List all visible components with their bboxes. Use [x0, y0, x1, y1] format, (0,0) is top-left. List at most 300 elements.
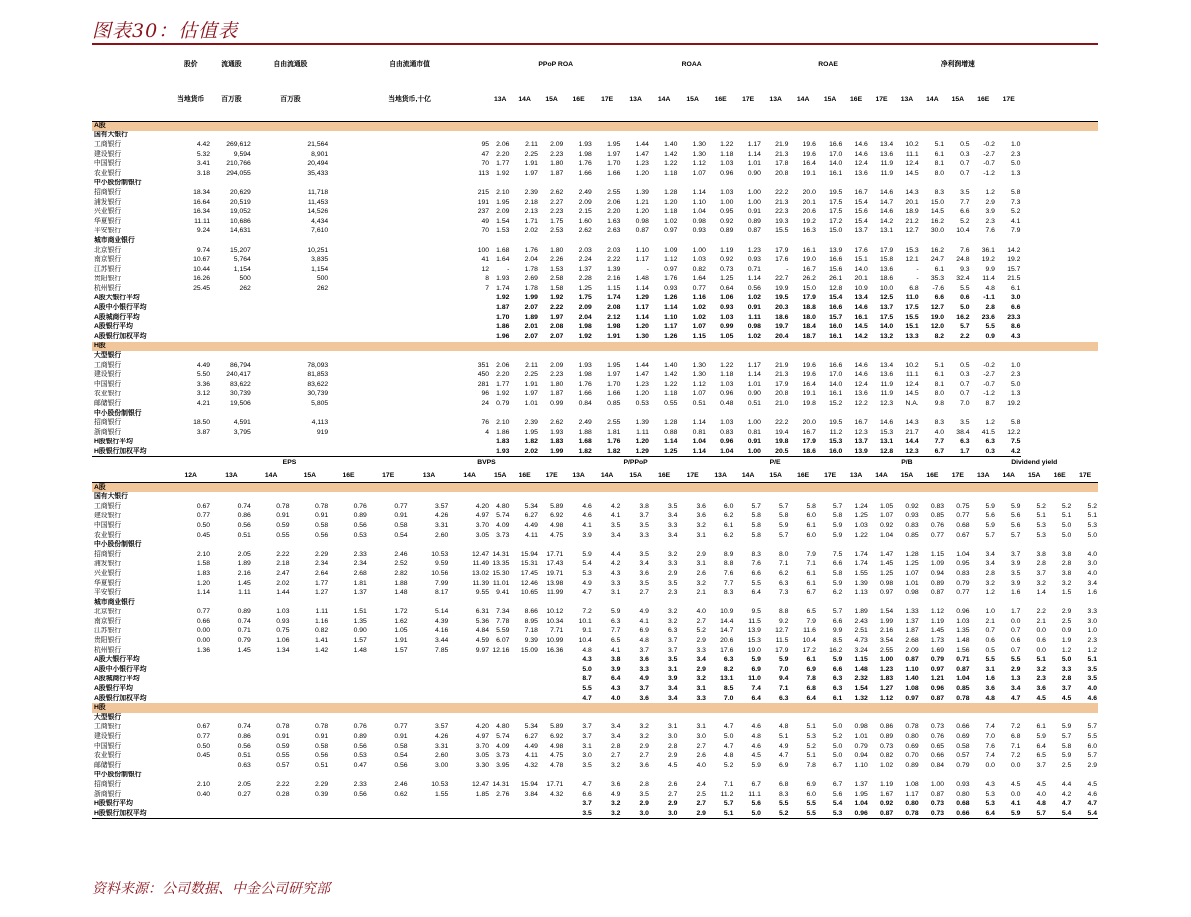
row-value: 2.27: [550, 198, 564, 206]
row-value: [211, 313, 252, 323]
row-value: 3.05: [475, 752, 490, 760]
row-value: [539, 809, 564, 819]
row-value: 1.69: [930, 646, 945, 654]
row-value: 16.64: [193, 198, 211, 206]
row-value: 5.7: [985, 531, 995, 539]
table-row: [92, 751, 1098, 761]
row-value: 3.2: [667, 608, 678, 616]
row-value: 1.00: [879, 656, 894, 664]
row-value: 3.6: [1036, 685, 1046, 693]
row-value: 1.93: [496, 275, 510, 283]
subheader-cell: 13A: [422, 471, 436, 479]
row-value: 20,519: [230, 198, 251, 206]
table-row: [92, 723, 1098, 733]
row-value: 5.8: [806, 502, 816, 510]
row-value: 5.2: [960, 217, 970, 225]
row-value: 262: [316, 284, 329, 292]
row-value: 5.5: [806, 800, 816, 808]
row-value: 3.41: [196, 160, 211, 168]
row-value: 4.09: [496, 521, 510, 529]
row-value: 20,494: [307, 160, 329, 168]
row-value: 1.75: [578, 294, 592, 302]
row-value: 0.89: [720, 227, 734, 235]
row-value: 2.8: [985, 569, 995, 577]
row-value: 0.83: [720, 428, 734, 436]
row-value: 6.1: [934, 265, 945, 273]
row-label: 中小股份制银行: [94, 541, 142, 549]
row-value: 10.34: [546, 617, 564, 625]
row-value: 18.9: [905, 208, 919, 216]
row-value: 0.84: [578, 400, 592, 408]
row-value: 5.6: [832, 790, 843, 798]
row-value: 7.3: [778, 589, 789, 597]
row-value: 2.51: [854, 627, 868, 635]
row-value: 5.8: [751, 512, 761, 520]
row-value: 3.6: [639, 569, 649, 577]
row-value: 35.3: [930, 275, 945, 283]
row-value: [449, 684, 490, 694]
row-value: 19.6: [802, 361, 816, 369]
row-value: 4.3: [985, 780, 995, 788]
row-value: 5.5: [1011, 656, 1021, 664]
row-value: 11.9: [880, 390, 894, 398]
row-value: 0.85: [905, 531, 919, 539]
row-value: 5.2: [762, 809, 789, 819]
row-value: -2.7: [983, 371, 995, 379]
row-value: 1.17: [635, 256, 649, 264]
row-value: 4.4: [610, 550, 621, 558]
row-value: 2.9: [678, 809, 707, 819]
row-value: -2.7: [983, 150, 995, 158]
row-value: 1.22: [664, 380, 678, 388]
row-value: 0.96: [720, 169, 734, 177]
row-value: 1.92: [550, 294, 564, 302]
row-value: 13.7: [854, 438, 868, 446]
row-value: [170, 313, 211, 323]
row-value: 21.9: [775, 140, 789, 148]
row-value: 20.0: [802, 419, 816, 427]
table-row: [92, 207, 1098, 217]
row-value: 10.99: [546, 637, 564, 645]
row-value: 4,113: [311, 419, 329, 427]
row-value: 0.91: [747, 438, 761, 446]
row-filler: [170, 598, 1098, 608]
row-value: 2.08: [607, 304, 621, 312]
row-value: 16.2: [956, 313, 970, 321]
row-value: 3.5: [582, 761, 592, 769]
row-value: 2.46: [394, 780, 408, 788]
row-value: 4.8: [751, 733, 761, 741]
table-row: [92, 521, 1098, 531]
row-value: [170, 303, 211, 313]
row-value: 2.8: [1061, 560, 1072, 568]
row-value: [329, 322, 490, 332]
row-value: 3.73: [496, 531, 510, 539]
row-value: 4.0: [696, 761, 706, 769]
row-value: 14.0: [829, 380, 843, 388]
row-value: 0.84: [930, 761, 945, 769]
row-value: 1.42: [664, 371, 678, 379]
row-value: 0.87: [956, 665, 970, 673]
header-roaa: ROAA: [681, 61, 702, 68]
row-value: 5.7: [832, 502, 843, 510]
row-value: 1.87: [496, 304, 510, 312]
row-filler: [170, 342, 1098, 352]
row-value: 14.0: [829, 160, 843, 168]
row-value: 1.09: [664, 246, 678, 254]
row-value: 4.3: [582, 656, 592, 664]
row-value: 4.75: [550, 752, 564, 760]
row-value: 1.87: [905, 627, 919, 635]
row-value: 2.8: [639, 780, 649, 788]
row-value: 8.8: [778, 608, 789, 616]
row-value: 1.25: [905, 560, 919, 568]
row-value: 0.0: [1011, 790, 1021, 798]
row-value: 13.7: [879, 304, 894, 312]
row-value: 1.77: [496, 160, 510, 168]
row-value: 95: [481, 140, 490, 148]
row-value: 0.3: [960, 371, 970, 379]
row-value: 4.11: [525, 531, 538, 539]
row-value: 5.9: [985, 521, 995, 529]
row-value: 2.01: [524, 323, 538, 331]
row-value: 15.6: [829, 265, 843, 273]
subheader-cell: 13A: [225, 471, 238, 479]
row-value: 7.5: [832, 550, 843, 558]
row-value: 2.09: [578, 304, 592, 312]
row-value: 6.2: [832, 589, 843, 597]
row-value: 10.2: [905, 140, 919, 148]
row-value: 18.0: [802, 313, 816, 321]
row-value: 1.04: [854, 800, 868, 808]
row-value: 0.73: [930, 800, 945, 808]
row-value: 7.1: [806, 560, 816, 568]
row-value: 1.23: [747, 246, 761, 254]
row-value: 17.5: [905, 304, 919, 312]
row-value: 3.4: [610, 733, 621, 741]
row-value: 1.40: [664, 140, 678, 148]
row-value: 6.1: [806, 521, 816, 529]
row-value: 5.9: [751, 761, 761, 769]
row-value: 4.8: [582, 646, 592, 654]
row-value: 12.16: [492, 646, 510, 654]
row-value: 0.78: [314, 723, 329, 731]
row-value: 7.0: [985, 733, 995, 741]
table-row: [92, 713, 1098, 723]
row-value: 0.95: [720, 208, 734, 216]
row-value: 2.02: [510, 447, 539, 457]
title-rule: [92, 43, 1098, 45]
row-value: 5.6: [985, 512, 995, 520]
row-value: 1.00: [692, 246, 706, 254]
row-value: 5.14: [435, 608, 449, 616]
row-label: 农业银行: [94, 169, 122, 177]
row-value: 0.00: [196, 627, 211, 635]
row-value: [211, 294, 252, 304]
row-label: 国有大银行: [94, 493, 128, 501]
row-value: 6.8: [806, 685, 816, 693]
row-label: 江苏银行: [94, 627, 122, 635]
row-value: 6.6: [832, 665, 843, 673]
row-value: 1.23: [635, 160, 649, 168]
row-value: 4.49: [524, 742, 538, 750]
row-value: [290, 684, 329, 694]
row-value: 2.5: [696, 790, 706, 798]
row-value: [252, 322, 329, 332]
row-value: 0.87: [747, 227, 761, 235]
row-value: 9.39: [524, 637, 538, 645]
row-value: 5.0: [832, 742, 843, 750]
row-value: 5.8: [1011, 188, 1021, 196]
row-value: [252, 675, 291, 685]
row-value: 0.78: [894, 809, 919, 819]
row-value: 1.20: [635, 208, 649, 216]
row-value: 1.18: [664, 390, 678, 398]
row-value: 4.98: [550, 521, 564, 529]
row-value: 2.20: [607, 208, 621, 216]
subheader-cell: 17E: [951, 471, 964, 479]
row-value: 9.97: [475, 646, 490, 654]
table-row: [92, 275, 1098, 285]
row-value: 1.36: [196, 646, 211, 654]
row-value: 0.58: [394, 521, 408, 529]
row-value: 1.37: [353, 589, 367, 597]
row-value: 4.7: [582, 694, 592, 702]
row-value: 0.97: [664, 227, 678, 235]
row-value: [368, 684, 409, 694]
row-value: 4: [485, 428, 490, 436]
row-value: 1.92: [578, 332, 592, 340]
row-value: 3.7: [582, 723, 592, 731]
row-value: 1.99: [879, 617, 894, 625]
subheader-cell: 14A: [518, 95, 531, 103]
row-value: 41.5: [981, 428, 995, 436]
row-value: 294,055: [226, 169, 251, 177]
row-value: 12: [481, 265, 490, 273]
row-value: 0.76: [353, 723, 367, 731]
row-value: 0.7: [1011, 646, 1021, 654]
row-value: 15.4: [829, 294, 843, 302]
subheader-cell: 17E: [742, 95, 755, 103]
row-value: 3.7: [639, 685, 649, 693]
row-value: 3.70: [475, 521, 490, 529]
row-value: [211, 694, 252, 704]
row-value: 1.22: [720, 140, 734, 148]
row-value: 3.5: [960, 188, 970, 196]
row-value: 0.92: [905, 502, 919, 510]
header-free-float-cap: 自由流通市值: [389, 61, 430, 68]
row-value: 1.97: [607, 371, 621, 379]
row-value: 1.07: [692, 323, 706, 331]
row-value: 13.4: [879, 140, 894, 148]
row-value: 8.3: [723, 589, 734, 597]
row-value: 0.89: [905, 761, 919, 769]
row-value: 3.3: [639, 531, 649, 539]
row-value: 1.25: [650, 447, 679, 457]
row-value: 6.5: [1036, 752, 1046, 760]
row-value: 18.4: [802, 323, 816, 331]
row-value: [539, 694, 564, 704]
row-value: 1.78: [524, 265, 538, 273]
row-label: A股中小银行平均: [94, 665, 147, 673]
row-value: 0.78: [905, 723, 919, 731]
row-value: 0.87: [635, 227, 649, 235]
row-value: 1.95: [607, 140, 621, 148]
row-value: 5.7: [751, 502, 761, 510]
subheader-cell: 16E: [926, 471, 939, 479]
row-value: 15.0: [802, 284, 816, 292]
row-value: 7.6: [723, 569, 734, 577]
row-value: 6.0: [1087, 742, 1097, 750]
row-value: [449, 694, 490, 704]
row-value: [290, 665, 329, 675]
row-value: [409, 684, 450, 694]
row-value: 2.23: [550, 208, 564, 216]
row-value: 0.48: [720, 400, 734, 408]
row-value: 1.66: [578, 390, 592, 398]
row-value: 0.58: [314, 521, 329, 529]
row-value: 1.00: [734, 447, 762, 457]
row-value: 1.4: [1036, 589, 1046, 597]
part1-subheader-row: [92, 79, 1098, 121]
row-value: 1.15: [930, 550, 945, 558]
row-value: 0.45: [196, 752, 211, 760]
row-value: 1.68: [496, 246, 510, 254]
row-value: 2.16: [879, 627, 894, 635]
row-value: 14.5: [930, 208, 945, 216]
row-value: 11.5: [775, 637, 789, 645]
row-value: 8.2: [934, 332, 945, 340]
row-value: 2.68: [353, 569, 367, 577]
row-value: 0.39: [314, 790, 329, 798]
row-value: 1.76: [578, 380, 592, 388]
row-value: 6.1: [832, 694, 843, 702]
row-value: 4.6: [1087, 694, 1097, 702]
row-value: 4.84: [475, 627, 490, 635]
source-note: 资料来源：公司数据、中金公司研究部: [92, 881, 330, 897]
row-value: 1.91: [524, 160, 538, 168]
row-value: 3.1: [582, 742, 592, 750]
row-value: 5.9: [832, 579, 843, 587]
row-value: 1.82: [524, 438, 538, 446]
row-value: 13.4: [854, 294, 868, 302]
row-value: 7.1: [778, 685, 789, 693]
row-value: 3.4: [985, 560, 995, 568]
subheader-cell: 13A: [977, 471, 990, 479]
row-value: 2.7: [696, 800, 706, 808]
row-value: 5.2: [696, 627, 706, 635]
subheader-cell: 17E: [1079, 471, 1092, 479]
row-value: 11,453: [307, 198, 329, 206]
row-value: 0.83: [905, 521, 919, 529]
header-dividend-yield: Dividend yield: [1011, 459, 1058, 467]
row-value: 10.4: [956, 227, 970, 235]
row-value: 2.07: [524, 332, 538, 340]
row-value: 4.7: [1087, 800, 1097, 808]
row-value: 3.5: [1087, 675, 1097, 683]
row-value: 0.79: [956, 761, 970, 769]
row-value: 1.39: [854, 579, 868, 587]
row-value: 0.96: [720, 438, 734, 446]
row-value: 0.98: [905, 589, 919, 597]
row-value: 11.9: [880, 380, 894, 388]
row-value: 16.6: [829, 304, 843, 312]
row-value: 1.03: [720, 160, 734, 168]
row-value: 1.20: [635, 390, 649, 398]
row-value: 8.3: [934, 419, 945, 427]
row-value: 24.8: [956, 256, 970, 264]
row-value: 3.05: [475, 531, 490, 539]
row-value: 14.6: [854, 361, 868, 369]
table-row: [92, 390, 1098, 400]
row-value: 9,594: [233, 150, 251, 158]
row-value: 10.2: [905, 361, 919, 369]
row-value: 1.71: [524, 217, 538, 225]
row-label: 招商银行: [94, 780, 122, 788]
row-value: 6.1: [806, 569, 816, 577]
subheader-cell: 15A: [823, 95, 837, 103]
row-value: 1.93: [490, 447, 510, 457]
row-value: 11,718: [307, 188, 329, 196]
row-label: 兴业银行: [94, 208, 122, 216]
row-value: [211, 438, 252, 448]
row-value: 17.9: [879, 246, 894, 254]
subheader-cell: 17E: [545, 471, 558, 479]
row-value: 8.1: [934, 380, 945, 388]
row-value: 5.0: [1011, 160, 1021, 168]
row-value: 0.57: [276, 761, 290, 769]
row-value: [170, 332, 211, 342]
table-row: [92, 169, 1098, 179]
row-value: 1.40: [664, 361, 678, 369]
row-value: 5.9: [610, 608, 621, 616]
row-value: 6.3: [778, 579, 789, 587]
row-label: H股银行平均: [94, 800, 133, 808]
row-label: 中国银行: [94, 742, 122, 750]
row-value: 1.09: [930, 560, 945, 568]
row-value: 3.2: [696, 675, 706, 683]
row-value: 1.58: [196, 560, 211, 568]
row-value: 1.15: [692, 332, 706, 340]
row-value: 1.25: [720, 275, 734, 283]
row-value: 10.53: [431, 550, 449, 558]
row-value: 2.10: [496, 419, 510, 427]
row-value: 1.18: [720, 150, 734, 158]
row-value: 17.5: [879, 313, 894, 321]
row-value: 5.1: [778, 733, 789, 741]
row-value: 1.00: [930, 780, 945, 788]
row-value: 113: [478, 169, 490, 177]
row-value: 17.0: [829, 150, 843, 158]
row-value: 14.2: [879, 217, 894, 225]
row-value: 3.1: [696, 685, 706, 693]
row-value: 6.5: [610, 637, 621, 645]
row-value: 17.9: [775, 646, 789, 654]
row-value: 2.55: [607, 188, 621, 196]
row-value: 0.92: [879, 521, 894, 529]
row-value: 2.32: [854, 675, 868, 683]
row-value: 0.93: [747, 256, 761, 264]
row-value: 0.0: [1036, 627, 1046, 635]
row-value: 5.5: [778, 800, 789, 808]
row-value: 3.5: [564, 809, 593, 819]
row-value: 0.65: [930, 742, 945, 750]
row-value: 0.78: [314, 502, 329, 510]
row-value: [449, 655, 490, 665]
row-value: 13.9: [747, 627, 761, 635]
row-value: 5.36: [475, 617, 490, 625]
row-value: 2.09: [550, 140, 564, 148]
